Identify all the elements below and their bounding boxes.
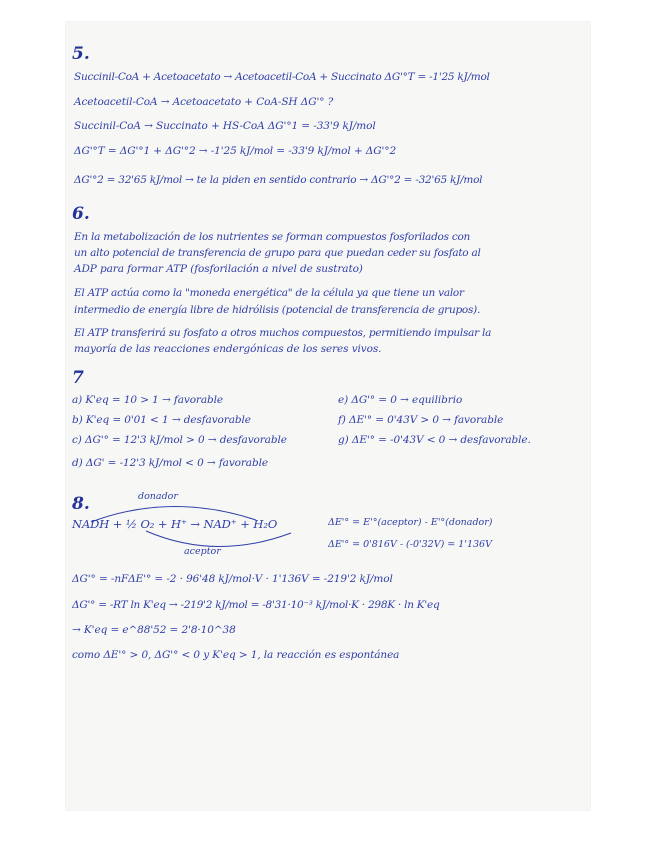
- section-7-number: 7: [72, 368, 84, 388]
- section-6-line-2: un alto potencial de transferencia de grupo para que puedan ceder su fosfato al: [74, 247, 481, 259]
- section-6-line-5: intermedio de energía libre de hidrólisis (potencial de transferencia de grupos).: [74, 304, 481, 316]
- delta-e-definition: ΔE'° = E'°(aceptor) - E'°(donador): [328, 517, 493, 528]
- label-aceptor: aceptor: [184, 546, 221, 557]
- section-5-line-4: ΔG'°T = ΔG'°1 + ΔG'°2 → -1'25 kJ/mol = -33'9 kJ/mol + ΔG'°2: [74, 145, 397, 157]
- section-7-item-b: b) K'eq = 0'01 < 1 → desfavorable: [72, 414, 251, 426]
- section-7-item-d: d) ΔG' = -12'3 kJ/mol < 0 → favorable: [72, 457, 268, 469]
- section-7-item-g: g) ΔE'° = -0'43V < 0 → desfavorable.: [338, 434, 531, 446]
- notebook-page: [66, 22, 590, 810]
- section-5-line-2: Acetoacetil-CoA → Acetoacetato + CoA-SH ΔG'° ?: [74, 96, 334, 108]
- section-6-line-6: El ATP transferirá su fosfato a otros muchos compuestos, permitiendo impulsar la: [74, 327, 492, 339]
- section-6-number: 6.: [72, 204, 90, 224]
- section-7-item-e: e) ΔG'° = 0 → equilibrio: [338, 394, 463, 406]
- section-8-number: 8.: [72, 494, 90, 514]
- section-6-line-4: El ATP actúa como la "moneda energética" de la célula ya que tiene un valor: [74, 287, 464, 299]
- reaction-equation: NADH + ½ O₂ + H⁺ → NAD⁺ + H₂O: [72, 517, 278, 531]
- section-6-line-3: ADP para formar ATP (fosforilación a nivel de sustrato): [74, 263, 363, 275]
- section-7-item-c: c) ΔG'° = 12'3 kJ/mol > 0 → desfavorable: [72, 434, 287, 446]
- section-7-item-a: a) K'eq = 10 > 1 → favorable: [72, 394, 223, 406]
- label-donador: donador: [138, 491, 178, 502]
- delta-e-value: ΔE'° = 0'816V - (-0'32V) = 1'136V: [328, 539, 492, 550]
- section-5-line-3: Succinil-CoA → Succinato + HS-CoA ΔG'°1 = -33'9 kJ/mol: [74, 120, 376, 132]
- section-8-line-4: como ΔE'° > 0, ΔG'° < 0 y K'eq > 1, la reacción es espontánea: [72, 649, 400, 661]
- section-5-line-1: Succinil-CoA + Acetoacetato → Acetoacetil-CoA + Succinato ΔG'°T = -1'25 kJ/mol: [74, 71, 490, 83]
- section-6-line-1: En la metabolización de los nutrientes se forman compuestos fosforilados con: [74, 231, 471, 243]
- section-5-number: 5.: [72, 44, 90, 64]
- section-8-line-1: ΔG'° = -nFΔE'° = -2 · 96'48 kJ/mol·V · 1'136V = -219'2 kJ/mol: [72, 573, 393, 585]
- section-6-line-7: mayoría de las reacciones endergónicas de los seres vivos.: [74, 343, 382, 355]
- section-8-line-3: → K'eq = e^88'52 = 2'8·10^38: [72, 624, 236, 636]
- section-5-line-5: ΔG'°2 = 32'65 kJ/mol → te la piden en sentido contrario → ΔG'°2 = -32'65 kJ/mol: [74, 174, 483, 186]
- section-8-line-2: ΔG'° = -RT ln K'eq → -219'2 kJ/mol = -8'31·10⁻³ kJ/mol·K · 298K · ln K'eq: [72, 599, 440, 611]
- section-7-item-f: f) ΔE'° = 0'43V > 0 → favorable: [338, 414, 504, 426]
